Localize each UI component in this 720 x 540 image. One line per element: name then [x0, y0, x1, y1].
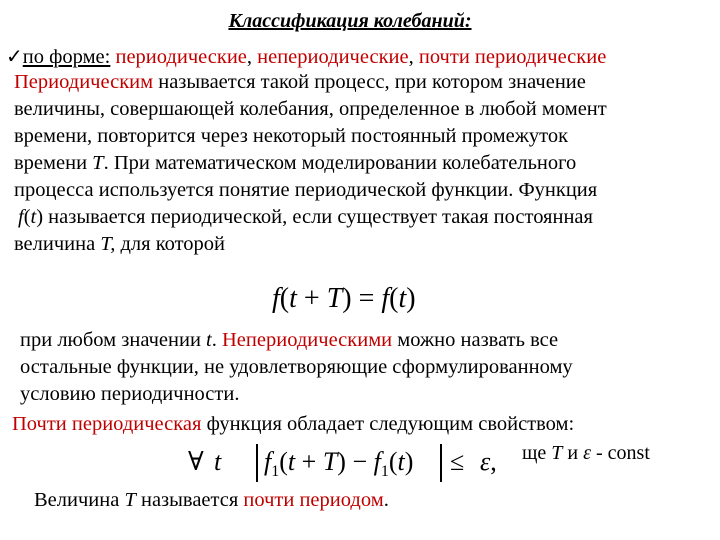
- classification-bullet: [6, 43, 606, 70]
- para1-line7: величина T, для которой: [14, 233, 226, 255]
- para1-line6: f(t) называется периодической, если существует такая постоянная: [18, 206, 593, 228]
- para2-line3: условию периодичности.: [20, 383, 240, 405]
- almost-periodic-formula: ∀ t $f_1(t + T) - f_1(t)$ ≤ ε, ще T и ε - const: [188, 442, 650, 481]
- term-nonperiodic: Непериодическими: [222, 329, 393, 351]
- para1-line3: времени, повторится через некоторый постоянный промежуток: [14, 125, 569, 147]
- para3-line1: Почти периодическая функция обладает следующим свойством:: [12, 413, 575, 435]
- para4-line1: Величина T называется почти периодом.: [34, 489, 389, 511]
- term-periodic: Периодическим: [14, 71, 154, 93]
- checkmark-icon: ✓: [6, 44, 23, 68]
- page-title: Классификация колебаний:: [228, 10, 472, 32]
- abs-bar-left: [256, 444, 258, 482]
- para2-line2: остальные функции, не удовлетворяющие сформулированному: [20, 356, 573, 378]
- bullet-label: по форме:: [22, 46, 111, 68]
- where-note: ще T и ε - const: [522, 442, 650, 464]
- separator: ,: [408, 46, 414, 68]
- para1-line4: времени T. При математическом моделировании колебательного: [14, 152, 577, 174]
- periodicity-formula: f(t + T) = f(t): [272, 283, 416, 314]
- para1-line5: процесса используется понятие периодической функции. Функция: [14, 179, 598, 201]
- term-almost-periodic: Почти периодическая: [12, 413, 202, 435]
- para1-line1: Периодическим называется такой процесс, при котором значение: [14, 71, 586, 93]
- type-almost-periodic: почти периодические: [418, 46, 607, 68]
- term-almost-period: почти периодом: [243, 489, 384, 511]
- para2-line1: при любом значении t. Непериодическими можно назвать все: [20, 329, 559, 351]
- type-periodic: периодические: [115, 46, 247, 68]
- type-nonperiodic: непериодические: [257, 46, 409, 68]
- para1-line2: величины, совершающей колебания, определенное в любой момент: [14, 98, 607, 120]
- separator: ,: [246, 46, 253, 68]
- abs-bar-right: [440, 444, 442, 482]
